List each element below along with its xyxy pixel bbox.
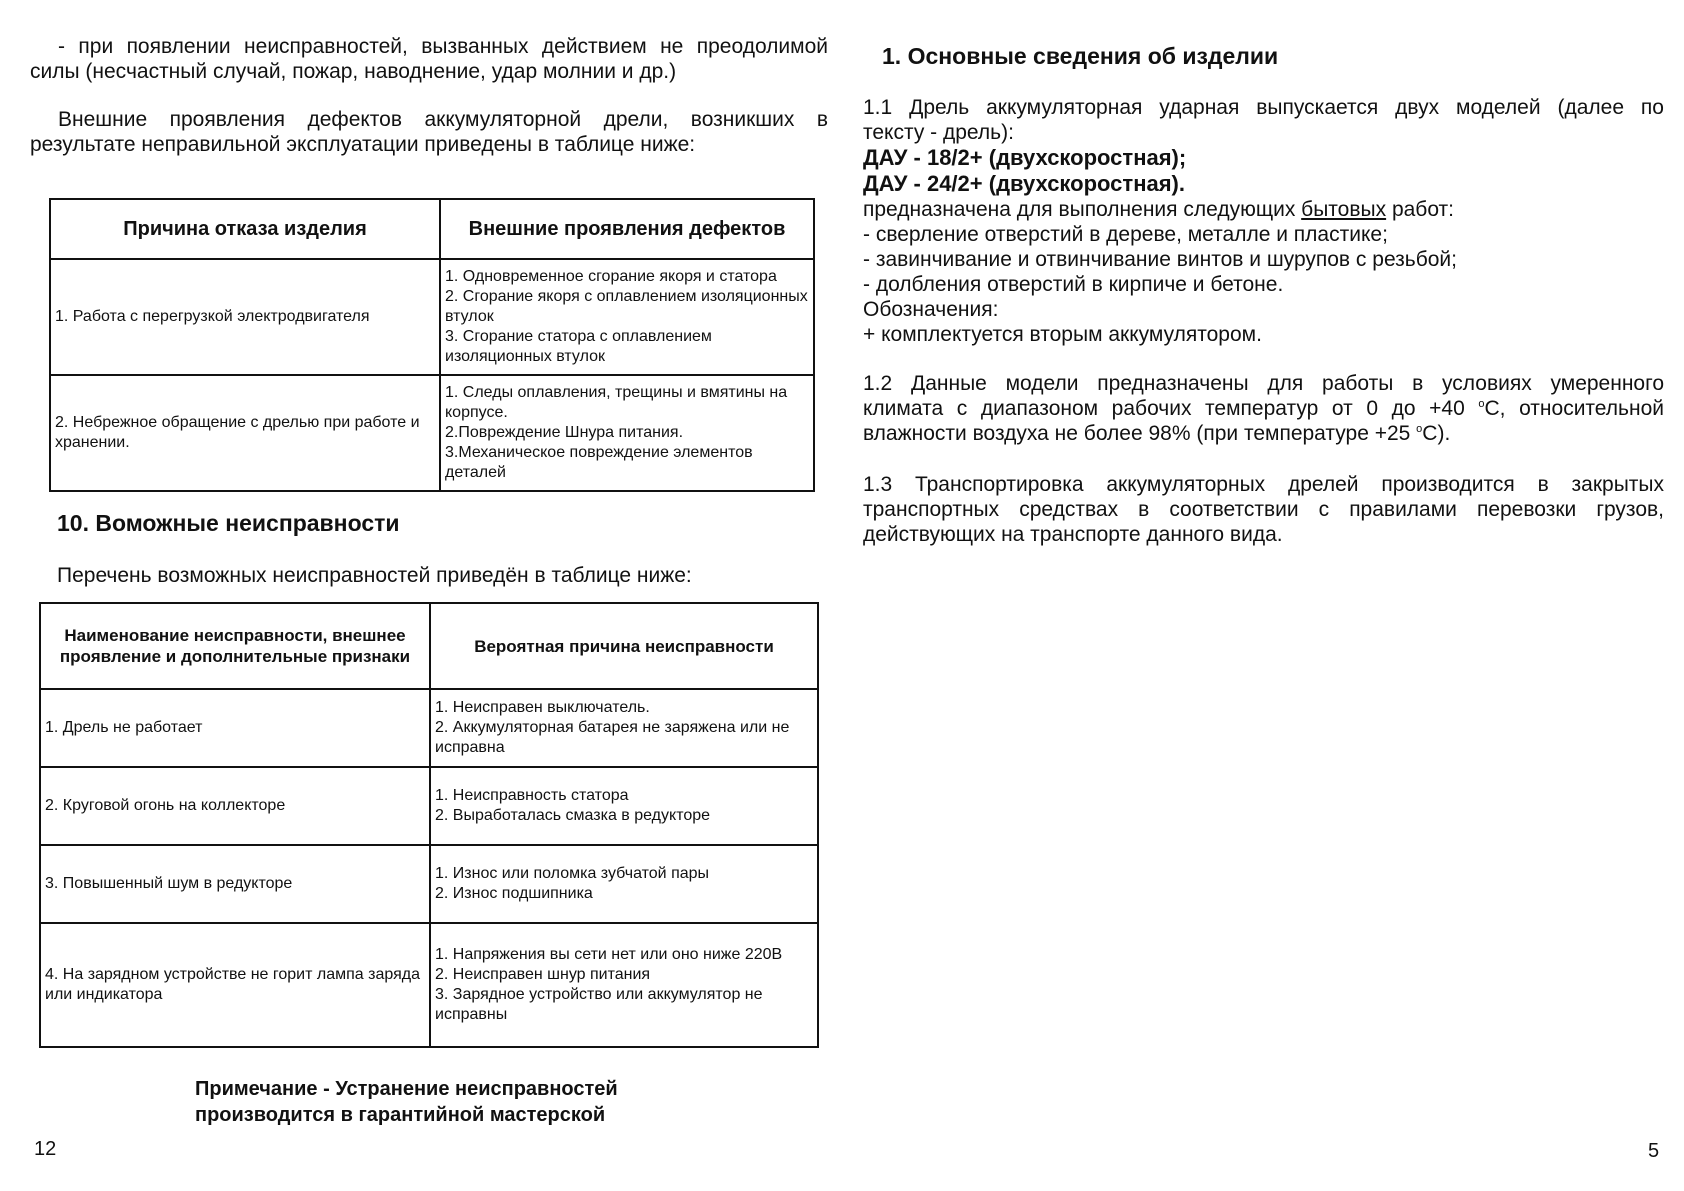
page-number-right: 5: [1648, 1140, 1660, 1162]
faults-table-reason-cell: 1. Неисправен выключатель. 2. Аккумуляторная батарея не заряжена или не исправна: [430, 689, 818, 767]
section-1-title: 1. Основные сведения об изделии: [882, 43, 1279, 69]
faults-table-header-row: [40, 603, 818, 689]
paragraph-1-2: [863, 371, 1664, 446]
table-row: [50, 375, 814, 491]
table-row: [40, 923, 818, 1047]
table-row: [40, 689, 818, 767]
defects-table-cause-cell: 1. Работа с перегрузкой электродвигателя: [50, 259, 440, 375]
faults-table-reason-cell: 1. Износ или поломка зубчатой пары 2. Износ подшипника: [430, 845, 818, 923]
defects-table: [49, 198, 815, 492]
note: [195, 1076, 618, 1128]
note-line-1: Примечание - Устранение неисправностей: [195, 1078, 618, 1100]
degree-mark: о: [1478, 398, 1485, 410]
faults-table-reason-cell: 1. Неисправность статора 2. Выработалась смазка в редукторе: [430, 767, 818, 845]
legend-item: + комплектуется вторым аккумулятором.: [863, 323, 1262, 346]
use-item-3: - долбления отверстий в кирпиче и бетоне.: [863, 273, 1284, 296]
faults-table-fault-cell: 4. На зарядном устройстве не горит лампа заряда или индикатора: [40, 923, 430, 1047]
p13-line-3: действующих на транспорте данного вида.: [863, 523, 1283, 546]
defects-line-2: результате неправильной эксплуатации приведены в таблице ниже:: [30, 133, 696, 156]
p12-line-1: 1.2 Данные модели предназначены для работы в условиях умеренного: [863, 372, 1664, 395]
note-line-2: производится в гарантийной мастерской: [195, 1104, 606, 1126]
table-row: [40, 767, 818, 845]
faults-table-header-reason: Вероятная причина неисправности: [430, 603, 818, 689]
faults-table-reason-cell: 1. Напряжения вы сети нет или оно ниже 220В 2. Неисправен шнур питания 3. Зарядное устройство или аккумулятор не исправны: [430, 923, 818, 1047]
table-row: [40, 845, 818, 923]
paragraph-1-1: [863, 95, 1664, 347]
intro-line-2: силы (несчастный случай, пожар, наводнение, удар молнии и др.): [30, 60, 677, 83]
degree-mark: о: [1416, 423, 1423, 435]
purpose-underlined: бытовых: [1301, 198, 1387, 221]
p12-line-2a: климата с диапазоном рабочих температур от 0 до +40: [863, 397, 1479, 420]
p12-line-3: [863, 421, 1664, 446]
purpose-suffix: работ:: [1386, 198, 1455, 221]
purpose-line: [863, 197, 1664, 222]
defects-table-header-row: [50, 199, 814, 259]
model-1: ДАУ - 18/2+ (двухскоростная);: [863, 145, 1187, 170]
intro-line-1: - при появлении неисправностей, вызванных действием не преодолимой: [58, 35, 828, 58]
defects-table-header-cause: Причина отказа изделия: [50, 199, 440, 259]
faults-table-fault-cell: 1. Дрель не работает: [40, 689, 430, 767]
defects-table-effects-cell: 1. Следы оплавления, трещины и вмятины на корпусе. 2.Повреждение Шнура питания. 3.Механическое повреждение элементов деталей: [440, 375, 814, 491]
model-2: ДАУ - 24/2+ (двухскоростная).: [863, 171, 1185, 196]
section-10-intro: Перечень возможных неисправностей приведён в таблице ниже:: [57, 564, 692, 587]
faults-table-fault-cell: 3. Повышенный шум в редукторе: [40, 845, 430, 923]
defects-table-effects-cell: 1. Одновременное сгорание якоря и статора 2. Сгорание якоря с оплавлением изоляционных втулок 3. Сгорание статора с оплавлением изоляционных втулок: [440, 259, 814, 375]
right-page: [842, 0, 1684, 1191]
defects-paragraph: [30, 107, 828, 157]
table-row: [50, 259, 814, 375]
defects-table-header-effects: Внешние проявления дефектов: [440, 199, 814, 259]
faults-table-fault-cell: 2. Круговой огонь на коллекторе: [40, 767, 430, 845]
use-item-1: - сверление отверстий в дереве, металле и пластике;: [863, 223, 1388, 246]
p12-line-3a: влажности воздуха не более 98% (при температуре +25: [863, 422, 1417, 445]
p12-line-2: [863, 396, 1664, 421]
p12-line-3b: С).: [1422, 422, 1451, 445]
p13-line-1: 1.3 Транспортировка аккумуляторных дрелей производится в закрытых: [863, 473, 1664, 496]
section-10-title: 10. Воможные неисправности: [57, 510, 400, 536]
intro-paragraph: [30, 34, 828, 84]
paragraph-1-3: [863, 472, 1664, 547]
p11-line-2: тексту - дрель):: [863, 121, 1014, 144]
p12-line-2b: С, относительной: [1484, 397, 1664, 420]
faults-table: [39, 602, 819, 1048]
p11-line-1: 1.1 Дрель аккумуляторная ударная выпускается двух моделей (далее по: [863, 96, 1664, 119]
purpose-prefix: предназначена для выполнения следующих: [863, 198, 1302, 221]
defects-line-1: Внешние проявления дефектов аккумуляторной дрели, возникших в: [58, 108, 828, 131]
p13-line-2: транспортных средствах в соответствии с правилами перевозки грузов,: [863, 498, 1664, 521]
page-number-left: 12: [34, 1138, 57, 1160]
use-item-2: - завинчивание и отвинчивание винтов и шурупов с резьбой;: [863, 248, 1457, 271]
defects-table-cause-cell: 2. Небрежное обращение с дрелью при работе и хранении.: [50, 375, 440, 491]
faults-table-header-fault: Наименование неисправности, внешнее проявление и дополнительные признаки: [40, 603, 430, 689]
legend-title: Обозначения:: [863, 298, 999, 321]
